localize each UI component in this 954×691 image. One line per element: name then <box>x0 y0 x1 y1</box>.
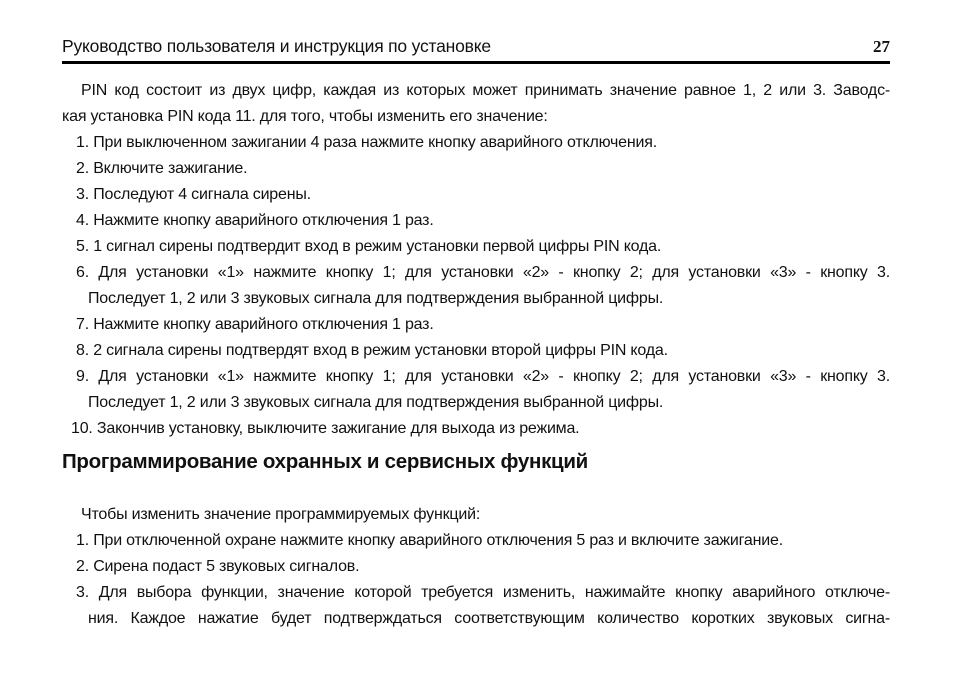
list-item-marker: 7. <box>76 316 89 333</box>
programming-steps-list <box>62 528 890 632</box>
list-item-line <box>62 234 890 260</box>
list-item-marker: 4. <box>76 212 89 229</box>
list-item-text: Для установки «1» нажмите кнопку 1; для установки «2» - кнопку 2; для установки «3» - кнопку 3. <box>98 264 890 281</box>
list-item <box>62 130 890 156</box>
list-item-line: Последует 1, 2 или 3 звуковых сигнала для подтверждения выбранной цифры. <box>88 394 664 411</box>
paragraph-line: кая установка PIN кода 11. для того, чтобы изменить его значение: <box>62 108 548 125</box>
list-item-marker: 3. <box>76 186 89 203</box>
header-title: Руководство пользователя и инструкция по установке <box>62 36 491 56</box>
list-item <box>62 156 890 182</box>
list-item-text: Нажмите кнопку аварийного отключения 1 раз. <box>93 212 434 229</box>
list-item <box>62 580 890 632</box>
list-item-marker: 5. <box>76 238 89 255</box>
list-item-marker: 3. <box>76 584 89 601</box>
list-item-text: При выключенном зажигании 4 раза нажмите кнопку аварийного отключения. <box>93 134 657 151</box>
list-item-line <box>62 364 890 390</box>
pin-steps-list <box>62 130 890 442</box>
list-item-marker: 2. <box>76 558 89 575</box>
list-item <box>62 182 890 208</box>
list-item-line <box>62 260 890 286</box>
list-item-text: 1 сигнал сирены подтвердит вход в режим установки первой цифры PIN кода. <box>93 238 662 255</box>
list-item-line <box>62 528 890 554</box>
list-item <box>62 260 890 312</box>
list-item-marker: 1. <box>76 532 89 549</box>
list-item-marker: 10. <box>71 420 93 437</box>
list-item <box>62 338 890 364</box>
list-item <box>62 364 890 416</box>
list-item-text: Для выбора функции, значение которой требуется изменить, нажимайте кнопку аварийного отключе- <box>98 584 890 601</box>
list-item-text: Закончив установку, выключите зажигание для выхода из режима. <box>96 420 580 437</box>
list-item-text: Сирена подаст 5 звуковых сигналов. <box>93 558 360 575</box>
list-item <box>62 208 890 234</box>
list-item-line <box>62 312 890 338</box>
pin-intro-paragraph <box>62 78 890 130</box>
list-item <box>62 554 890 580</box>
header-rule <box>62 61 890 64</box>
list-item-text: При отключенной охране нажмите кнопку аварийного отключения 5 раз и включите зажигание. <box>93 532 783 549</box>
paragraph-line: PIN код состоит из двух цифр, каждая из которых может принимать значение равное 1, 2 или 3. Заводс- <box>81 82 890 99</box>
list-item-line <box>62 182 890 208</box>
list-item-text: Последуют 4 сигнала сирены. <box>93 186 311 203</box>
list-item-marker: 8. <box>76 342 89 359</box>
list-item-marker: 1. <box>76 134 89 151</box>
list-item-line <box>62 580 890 606</box>
list-item <box>62 416 890 442</box>
list-item-line: Последует 1, 2 или 3 звуковых сигнала для подтверждения выбранной цифры. <box>88 290 664 307</box>
list-item-line <box>62 208 890 234</box>
list-item-line <box>62 416 890 442</box>
list-item-marker: 2. <box>76 160 89 177</box>
list-item-text: Включите зажигание. <box>93 160 248 177</box>
paragraph-line: Чтобы изменить значение программируемых функций: <box>81 506 481 523</box>
section-intro-paragraph <box>62 502 890 528</box>
list-item <box>62 234 890 260</box>
list-item-line <box>62 130 890 156</box>
list-item-line: ния. Каждое нажатие будет подтверждаться соответствующим количество коротких звуковых сигна- <box>88 610 890 627</box>
list-item-line <box>62 554 890 580</box>
list-item-line <box>62 338 890 364</box>
list-item-marker: 6. <box>76 264 89 281</box>
page-header <box>62 36 890 57</box>
list-item-line <box>62 156 890 182</box>
list-item <box>62 528 890 554</box>
list-item-text: Для установки «1» нажмите кнопку 1; для установки «2» - кнопку 2; для установки «3» - кнопку 3. <box>98 368 890 385</box>
list-item-marker: 9. <box>76 368 89 385</box>
list-item <box>62 312 890 338</box>
list-item-text: 2 сигнала сирены подтвердят вход в режим установки второй цифры PIN кода. <box>93 342 668 359</box>
page-number: 27 <box>873 37 890 56</box>
list-item-text: Нажмите кнопку аварийного отключения 1 раз. <box>93 316 434 333</box>
section-heading: Программирование охранных и сервисных функций <box>62 450 588 473</box>
